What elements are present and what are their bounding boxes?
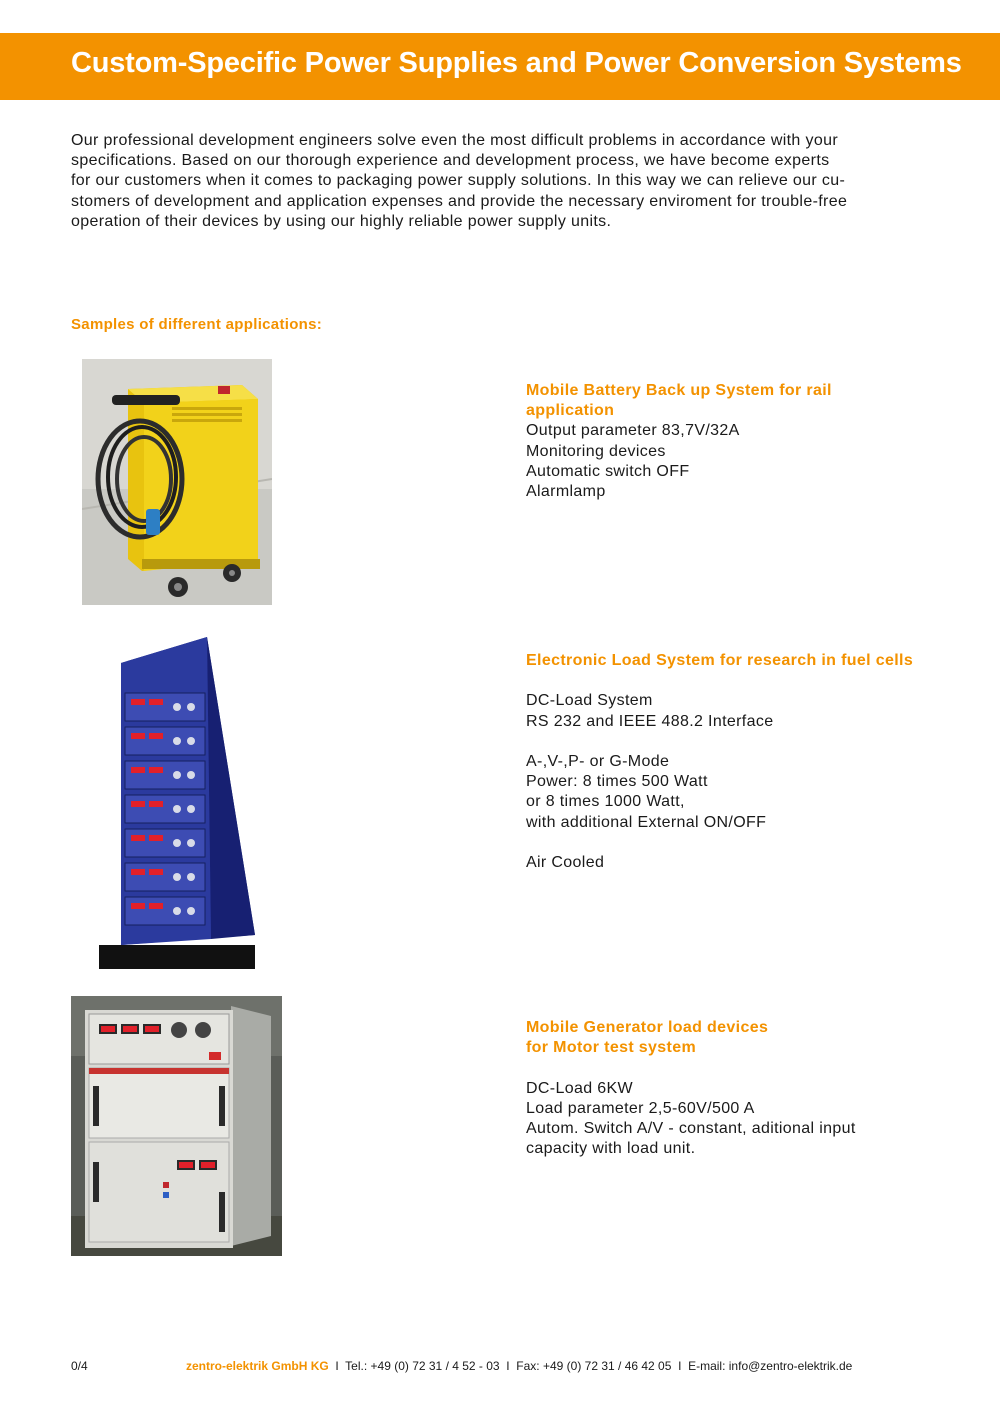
sample-detail: A-,V-,P- or G-Mode: [526, 752, 670, 770]
sample-detail: Power: 8 times 500 Watt: [526, 773, 708, 791]
electronic-load-description: [526, 651, 966, 873]
sample-title: application: [526, 402, 615, 420]
sample-detail: with additional External ON/OFF: [526, 813, 767, 831]
sample-detail: Output parameter 83,7V/32A: [526, 422, 740, 440]
intro-paragraph: [71, 131, 941, 232]
header-banner: [0, 33, 1000, 100]
footer-separator: I: [678, 1359, 682, 1373]
sample-title: Mobile Battery Back up System for rail: [526, 382, 832, 399]
intro-line: stomers of development and application expenses and provide the necessary enviroment for trouble-free: [71, 192, 848, 210]
footer-email[interactable]: E-mail: info@zentro-elektrik.de: [688, 1359, 853, 1373]
samples-heading: Samples of different applications:: [71, 316, 323, 333]
sample-detail: Automatic switch OFF: [526, 462, 690, 480]
sample-detail: DC-Load 6KW: [526, 1079, 633, 1097]
battery-backup-photo: [82, 359, 272, 605]
sample-detail: Autom. Switch A/V - constant, aditional input: [526, 1120, 856, 1137]
battery-backup-description: [526, 381, 966, 502]
sample-detail: Monitoring devices: [526, 442, 666, 460]
footer-contact: [186, 1359, 852, 1373]
generator-load-photo: [71, 996, 282, 1256]
sample-detail: Load parameter 2,5-60V/500 A: [526, 1099, 755, 1117]
footer-separator: I: [506, 1359, 510, 1373]
footer-separator: I: [335, 1359, 339, 1373]
sample-title: for Motor test system: [526, 1039, 697, 1057]
intro-line: for our customers when it comes to packaging power supply solutions. In this way we can relieve our cu-: [71, 172, 846, 190]
electronic-load-rack-photo: [99, 633, 255, 969]
sample-detail: [526, 1058, 966, 1078]
generator-load-description: [526, 1018, 966, 1159]
sample-detail: Alarmlamp: [526, 483, 606, 501]
intro-line: Our professional development engineers solve even the most difficult problems in accordance with your: [71, 132, 838, 149]
intro-line: specifications. Based on our thorough experience and development process, we have become experts: [71, 152, 830, 170]
footer-phone: Tel.: +49 (0) 72 31 / 4 52 - 03: [345, 1359, 500, 1373]
sample-detail: [526, 732, 966, 752]
sample-detail: Air Cooled: [526, 853, 605, 871]
sample-detail: RS 232 and IEEE 488.2 Interface: [526, 712, 774, 730]
page-number: 0/4: [71, 1359, 88, 1373]
sample-detail: or 8 times 1000 Watt,: [526, 793, 685, 811]
sample-title: Mobile Generator load devices: [526, 1019, 769, 1036]
page-title: Custom-Specific Power Supplies and Power Conversion Systems: [71, 47, 962, 79]
sample-detail: DC-Load System: [526, 692, 653, 710]
sample-detail: [526, 671, 966, 691]
intro-line: operation of their devices by using our highly reliable power supply units.: [71, 212, 612, 230]
footer-fax: Fax: +49 (0) 72 31 / 46 42 05: [516, 1359, 672, 1373]
company-name: zentro-elektrik GmbH KG: [186, 1359, 329, 1373]
sample-detail: capacity with load unit.: [526, 1140, 696, 1158]
sample-title: Electronic Load System for research in fuel cells: [526, 652, 914, 669]
sample-detail: [526, 833, 966, 853]
